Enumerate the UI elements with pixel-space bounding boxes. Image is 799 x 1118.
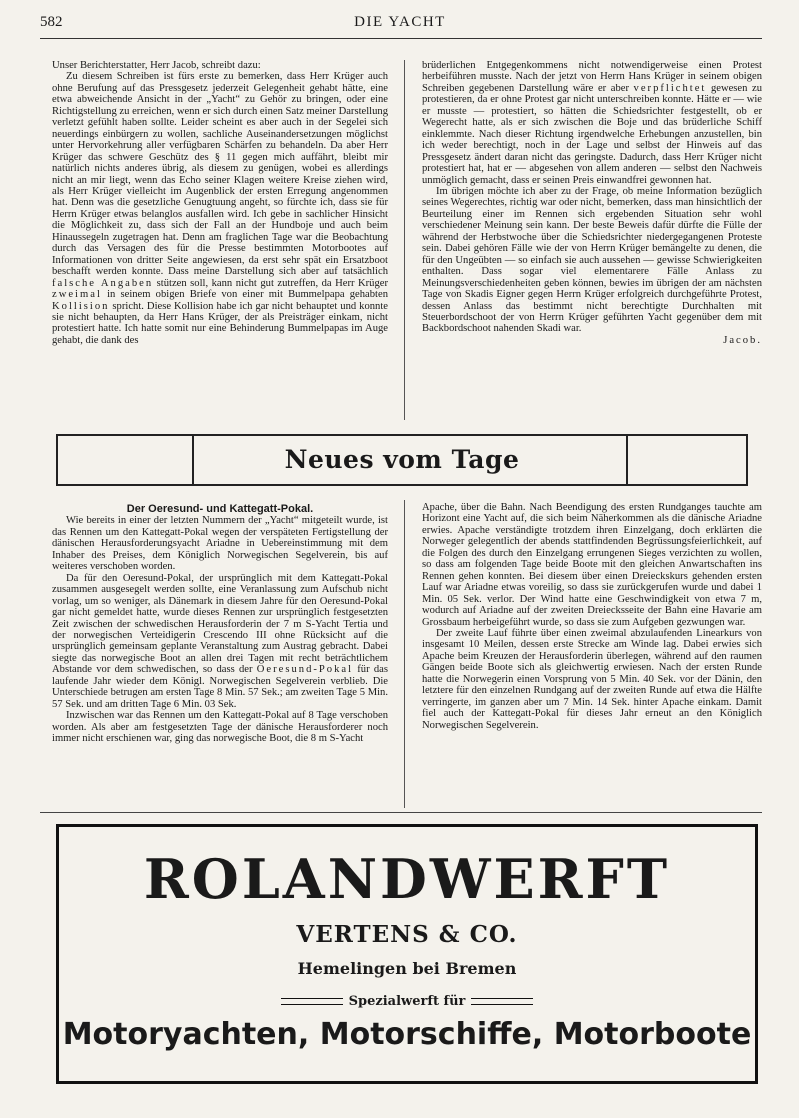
- text-run: Wie bereits in einer der letzten Nummern der „Yacht“ mitgeteilt wurde, ist das Rennen um den Kattegatt-Pokal wegen der verspäteten Fertigstellung der dänischen Herausforderungsyacht Ariadne in Uebereinstimmung mit dem Inhaber des Preises, dem Königlich Norwegischen Segelverein, bis auf weiteres verschoben worden.: [52, 515, 388, 573]
- paragraph: [422, 186, 762, 335]
- footer-rule: [40, 812, 762, 813]
- article-column-right: [422, 60, 762, 422]
- column-divider: [404, 500, 405, 808]
- emphasized-text: zweimal: [52, 289, 102, 301]
- paragraph: [52, 60, 388, 71]
- text-run: Jacob.: [723, 334, 762, 346]
- section-title: Neues vom Tage: [284, 445, 520, 474]
- text-run: Im übrigen möchte ich aber zu der Frage, ob meine Information bezüglich seines Wegerechtes, richtig war oder nicht, bemerken, dass man hinsichtlich der Beurteilung einer im Rennen sich ergebenden Situation sehr wohl verschiedener Meinung sein kann. Der beste Beweis dafür dürfte die Fülle der während der Herbstwoche über die Schiedsrichter niedergegangenen Proteste sein. Dabei gehören Fälle wie der von Herrn Krüger bemängelte zu denen, die für den Ungeübten — so einfach sie auch aussehen — gewisse Schwierigkeiten enthalten. Dass sogar viel elementarere Fälle Anlass zu Meinungsverschiedenheiten geben können, bewies im übrigen der am nächsten Tage von Skadis Eigner gegen Herrn Krüger erfolgreich durchgeführte Protest, dessen Anlass das bestimmt nicht berechtigte Durchhalten mit Steuerbordschoot der von Herrn Krüger geführten Yacht gegenüber dem mit Backbordschoot nahenden Skadi war.: [422, 185, 762, 335]
- paragraph: [52, 710, 388, 744]
- article-column-left: [52, 60, 388, 422]
- paragraph: [422, 60, 762, 186]
- text-run: Inzwischen war das Rennen um den Kattegatt-Pokal auf 8 Tage verschoben worden. Als aber am festgesetzten Tage der dänische Herausforderer noch immer nicht erschienen war, ging das norwegische Boot, die 8 m S-Yacht: [52, 710, 388, 745]
- paragraph: [422, 502, 762, 628]
- text-run: Der zweite Lauf führte über einen zweimal abzulaufenden Linearkurs von insgesamt 10 Meilen, dessen erste Strecke am Winde lag. Dabei erwies sich Apache beim Kreuzen der Herausforderin überlegen, während auf den raumen Gängen beide Boote sich als gleichwertig erwiesen. Nach der ersten Runde hatte die Norwegerin einen Vorsprung von 5 Min. 40 Sek. vor der Dänin, den letztere für den einzelnen Rundgang auf der zweiten Runde auf etwa die Hälfte verringerte, im ganzen aber um 7 Min. 14 Sek. hinter Apache einkam. Damit fiel auch der Kattegatt-Pokal für dieses Jahr erneut an den Königlich Norwegischen Segelverein.: [422, 627, 762, 731]
- text-run: Zu diesem Schreiben ist fürs erste zu bemerken, dass Herr Krüger auch ohne Berufung auf das Pressgesetz jederzeit Gelegenheit gehabt hätte, eine etwa abweichende Ansicht in der „Yacht“ zu Gehör zu bringen, oder eine Richtigstellung zu erreichen, wenn er sich durch einen Satz meiner Darstellung verletzt gefühlt haben sollte. Leider scheint es aber auch in der Segelei sich neuerdings einbürgern zu wollen, sachliche Auseinandersetzungen möglichst unter Hervorkehrung aller verfügbaren Schärfen zu behandeln. Da aber Herr Krüger das schwere Geschütz des § 11 gegen mich auffährt, bleibt mir natürlich nichts anderes übrig, als diesem zu genügen, wobei es allerdings nicht an mir liegt, wenn das Echo seiner Klagen weitere Kreise ziehen wird, als Herr Krüger vielleicht im Augenblick der ersten Erregung angenommen hat. Denn was die gesetzliche Genugtuung angeht, so fürchte ich, dass sie für Herrn Krüger etwas belanglos ausfallen wird. Ich gebe in sachlicher Hinsicht die Möglichkeit zu, dass sich der Fall an der Hundboje und auch beim Hinaussegeln zugetragen hat. Denn am fraglichen Tage war die Beobachtung durch das Versagen des für die Presse bestimmten Motorbootes auf Informationen von dritter Seite angewiesen, da erst sehr spät ein Ersatzboot beschafft werden konnte. Dass meine Darstellung sich aber auf tatsächlich: [52, 71, 388, 278]
- ad-products: Motoryachten, Motorschiffe, Motorboote: [62, 1017, 752, 1052]
- text-run: Unser Berichterstatter, Herr Jacob, schreibt dazu:: [52, 60, 261, 71]
- page-header: [40, 14, 760, 36]
- news-column-left: [52, 504, 388, 809]
- emphasized-text: verpflichtet: [633, 82, 707, 94]
- text-run: Da für den Oeresund-Pokal, der ursprünglich mit dem Kattegatt-Pokal zusammen ausgesegelt werden sollte, eine Veranlassung zum Aufschub nicht vorlag, um so weniger, als Dänemark in diesem Jahre für den Oeresund-Pokal gar nicht gemeldet hatte, wurde dieses Rennen zur ursprünglich festgesetzten Zeit zwischen der schwedischen Herausforderin der 7 m S-Yacht Tertia und der norwegischen Verteidigerin Crescendo III ohne Rücksicht auf die ursprünglich gemeinsam geplante Veranstaltung zum Austrag gebracht. Dabei siegte das norwegische Boot an allen drei Tagen mit recht beträchtlichem Abstande vor dem schwedischen, so dass der: [52, 572, 388, 676]
- paragraph: [52, 515, 388, 572]
- ad-company: VERTENS & CO.: [296, 921, 518, 948]
- ad-firm-name: ROLANDWERFT: [143, 847, 671, 911]
- text-run: in seinem obigen Briefe von einer mit Bummelpapa gehabten: [101, 289, 388, 301]
- shipyard-advertisement: [56, 824, 758, 1084]
- news-column-right: [422, 502, 762, 809]
- ad-specialty-line: [59, 994, 755, 1009]
- ad-location: Hemelingen bei Bremen: [297, 959, 517, 978]
- paragraph: [52, 71, 388, 346]
- text-run: Apache, über die Bahn. Nach Beendigung des ersten Rundganges tauchte am Horizont eine Yacht auf, die sich beim Näherkommen als die dänische Ariadne erwies. Apache verständigte trotzdem ihren Einzelgang, doch erklärten die Norweger gelegentlich der abends stattfindenden Begrüssungsfeierlichkeit, auf die Folgen des durch den Einzelgang errungenen Sieges verzichten zu wollen, so dass am folgenden Tage beide Boote mit den gleichen Anwartschaften ins Rennen gehen konnten. Bei diesem über einen Dreieckskurs gehenden ersten Lauf war Ariadne etwas voreilig, so dass sie zurückgerufen wurde und dabei 1 Min. 05 Sek. verlor. Der Wind hatte eine Geschwindigkeit von etwa 7 m, wodurch auf Ariadne auf der zweiten Dreiecksseite der Bahn eine Havarie am Grossbaum herbeigeführt wurde, so dass sie zum Aufgeben gezwungen war.: [422, 502, 762, 628]
- paragraph: [52, 573, 388, 710]
- emphasized-text: falsche Angaben: [52, 277, 154, 289]
- column-divider: [404, 60, 405, 420]
- author-signature: [422, 335, 762, 346]
- double-rule-right: [471, 998, 533, 1005]
- header-rule: [40, 38, 762, 39]
- text-run: spricht. Diese Kollision habe ich gar nicht behauptet und konnte sie nicht behaupten, da Herr Hans Krüger, der als Preisträger einkam, nicht protestiert hatte. Ich hatte somit nur eine Behinderung Bummelpapas im Auge gehabt, die dank des: [52, 300, 388, 346]
- emphasized-text: Kollision: [52, 300, 110, 312]
- text-run: stützen soll, kann nicht gut zutreffen, da Herr Krüger: [153, 277, 388, 289]
- magazine-title: DIE YACHT: [354, 14, 446, 30]
- text-run: gewesen zu protestieren, da er ohne Protest gar nicht unterschreiben konnte. Hätte er — wie er musste — protestiert, so hätten die Schiedsrichter festgestellt, ob er Wegerecht hatte, als er sich zwischen die Boje und das brüderliche Schiff einklemmte. Nach dieser Richtung irgendwelche Erhebungen anzustellen, bin ich weder berechtigt, noch in der Lage und selbst der Hinweis auf das Pressgesetz ändert daran nicht das geringste. Dadurch, dass Herr Krüger nicht protestiert hat, hat er — abgesehen von allem anderen — selbst den Nachweis unmöglich gemacht, dass er seinen Preis einwandfrei gewonnen hat.: [422, 82, 762, 186]
- page-number: 582: [40, 14, 63, 30]
- double-rule-left: [281, 998, 343, 1005]
- emphasized-text: Oeresund-Pokal: [256, 664, 354, 676]
- text-run: brüderlichen Entgegenkommens nicht notwendigerweise einen Protest herbeiführen musste. Nach der jetzt von Herrn Hans Krüger in seinem obigen Schreiben gegebenen Darstellung wäre er aber: [422, 60, 762, 94]
- ad-specialty: Spezialwerft für: [348, 994, 466, 1009]
- text-run: für das laufende Jahr wieder dem Königl. Norwegischen Segelverein verblieb. Die Unterschiede betrugen am ersten Tage 8 Min. 57 Sek.; am zweiten Tage 5 Min. 57 Sek. und am dritten Tage 6 Min. 03 Sek.: [52, 664, 388, 710]
- news-heading: Der Oeresund- und Kattegatt-Pokal.: [126, 504, 314, 515]
- section-banner: [56, 434, 748, 486]
- paragraph: [422, 628, 762, 731]
- news-body-left: [52, 515, 388, 744]
